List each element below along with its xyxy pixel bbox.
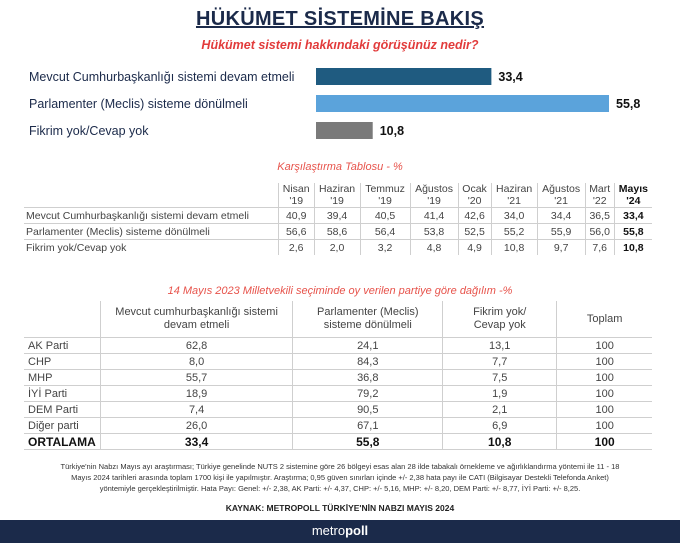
bar-value-label: 10,8 [379,124,405,138]
table-cell: 90,5 [293,402,443,418]
bar-category-label: Fikrim yok/Cevap yok [29,124,149,138]
table-cell: 10,8 [443,434,557,450]
table-cell: 34,0 [491,208,537,224]
table-row [24,418,652,434]
table-cell: 26,0 [100,418,293,434]
table-cell: 6,9 [443,418,557,434]
column-header: Fikrim yok/ Cevap yok [443,301,557,338]
column-header: Toplam [557,301,652,338]
column-header: Temmuz '19 [360,183,410,208]
table-cell: 100 [557,386,652,402]
logo-part-2: poll [345,523,369,538]
row-label: Fikrim yok/Cevap yok [24,240,278,256]
table-cell: 40,9 [278,208,314,224]
column-header: Ocak '20 [458,183,491,208]
row-label: MHP [24,370,100,386]
column-header: Mayıs '24 [614,183,652,208]
table-row [24,370,652,386]
table-cell: 4,9 [458,240,491,256]
table-row [24,208,652,224]
table-cell: 62,8 [100,338,293,354]
table-cell: 41,4 [410,208,458,224]
table-cell: 2,0 [314,240,360,256]
table-cell: 7,7 [443,354,557,370]
table-cell: 18,9 [100,386,293,402]
table-cell: 55,8 [614,224,652,240]
footer-bar [0,520,680,543]
table-cell: 33,4 [614,208,652,224]
bar-category-label: Parlamenter (Meclis) sisteme dönülmeli [29,97,248,111]
table-cell: 55,2 [491,224,537,240]
bar [316,68,491,85]
methodology-note [34,461,646,494]
metropoll-logo [0,523,680,538]
table-cell: 55,7 [100,370,293,386]
comparison-table [24,183,652,255]
column-header: Haziran '21 [491,183,537,208]
row-label: AK Parti [24,338,100,354]
table-cell: 39,4 [314,208,360,224]
table-cell: 36,5 [585,208,614,224]
bar-category-label: Mevcut Cumhurbaşkanlığı sistemi devam etmeli [29,70,295,84]
bar [316,95,609,112]
bar-value-label: 33,4 [498,70,523,84]
note-line-3: yöntemiyle gerçekleştirilmiştir. Hata Payı: Genel: +/- 2,38, AK Parti: +/- 4,37, CHP: +/- 5,16, MHP: +/- 8,20, DEM Parti: +/- 8,77, İYİ Parti: +/- 8,25. [99,484,581,493]
table-row [24,338,652,354]
note-line-1: Türkiye'nin Nabzı Mayıs ayı araştırması; Türkiye genelinde NUTS 2 sistemine göre 26 bölgeyi esas alan 28 ilde tabakalı örnekleme ve ağırlıklandırma yöntemi ile 11 - 18 [60,462,620,471]
table-cell: 42,6 [458,208,491,224]
table-cell: 34,4 [537,208,585,224]
table-cell: 100 [557,434,652,450]
table-cell: 52,5 [458,224,491,240]
logo-part-1: metro [311,523,346,538]
row-label: Mevcut Cumhurbaşkanlığı sistemi devam etmeli [24,208,278,224]
table-cell: 13,1 [443,338,557,354]
table-cell: 58,6 [314,224,360,240]
page-title: HÜKÜMET SİSTEMİNE BAKIŞ [195,8,485,30]
table-cell: 24,1 [293,338,443,354]
row-label: ORTALAMA [24,434,100,450]
table-cell: 7,5 [443,370,557,386]
comparison-table-title: Karşılaştırma Tablosu - % [277,161,403,173]
bar [316,122,373,139]
column-header: Mevcut cumhurbaşkanlığı sistemi devam etmeli [100,301,293,338]
party-table-title: 14 Mayıs 2023 Milletvekili seçiminde oy verilen partiye göre dağılım -% [167,285,513,297]
table-cell: 100 [557,402,652,418]
table-row [24,386,652,402]
table-cell: 4,8 [410,240,458,256]
table-row [24,240,652,256]
row-label: Diğer parti [24,418,100,434]
bar-chart [0,60,680,142]
table-cell: 100 [557,338,652,354]
table-cell: 100 [557,370,652,386]
table-row [24,224,652,240]
row-label: İYİ Parti [24,386,100,402]
table-cell: 53,8 [410,224,458,240]
table-cell: 36,8 [293,370,443,386]
table-cell: 33,4 [100,434,293,450]
table-row [24,354,652,370]
table-cell: 100 [557,418,652,434]
table-cell: 56,4 [360,224,410,240]
column-header: Mart '22 [585,183,614,208]
table-cell: 2,6 [278,240,314,256]
column-header: Ağustos '21 [537,183,585,208]
table-cell: 56,6 [278,224,314,240]
note-line-2: Mayıs 2024 tarihleri arasında toplam 1700 kişi ile yapılmıştır. Araştırma; 0,95 güven sınırları içinde +/- 2,38 hata payı ile CATI (Bilgisayar Destekli Telefonda Anket) [71,473,609,482]
column-header: Parlamenter (Meclis) sisteme dönülmeli [293,301,443,338]
table-cell: 1,9 [443,386,557,402]
table-cell: 55,9 [537,224,585,240]
table-cell: 79,2 [293,386,443,402]
table-cell: 55,8 [293,434,443,450]
party-header-label [24,301,100,338]
table-cell: 7,4 [100,402,293,418]
table-cell: 10,8 [614,240,652,256]
table-cell: 84,3 [293,354,443,370]
row-label: CHP [24,354,100,370]
table-cell: 7,6 [585,240,614,256]
table-cell: 8,0 [100,354,293,370]
column-header: Nisan '19 [278,183,314,208]
table-cell: 40,5 [360,208,410,224]
table-cell: 9,7 [537,240,585,256]
table-cell: 3,2 [360,240,410,256]
party-distribution-table [24,301,652,450]
table-cell: 100 [557,354,652,370]
column-header: Haziran '19 [314,183,360,208]
row-label: Parlamenter (Meclis) sisteme dönülmeli [24,224,278,240]
comparison-header-label [24,183,278,208]
table-row [24,434,652,450]
table-cell: 10,8 [491,240,537,256]
bar-value-label: 55,8 [616,97,641,111]
row-label: DEM Parti [24,402,100,418]
table-cell: 56,0 [585,224,614,240]
column-header: Ağustos '19 [410,183,458,208]
table-cell: 67,1 [293,418,443,434]
table-cell: 2,1 [443,402,557,418]
source-label: KAYNAK: METROPOLL TÜRKİYE'NİN NABZI MAYIS 2024 [225,503,455,513]
table-row [24,402,652,418]
chart-subtitle: Hükümet sistemi hakkındaki görüşünüz nedir? [201,38,479,52]
